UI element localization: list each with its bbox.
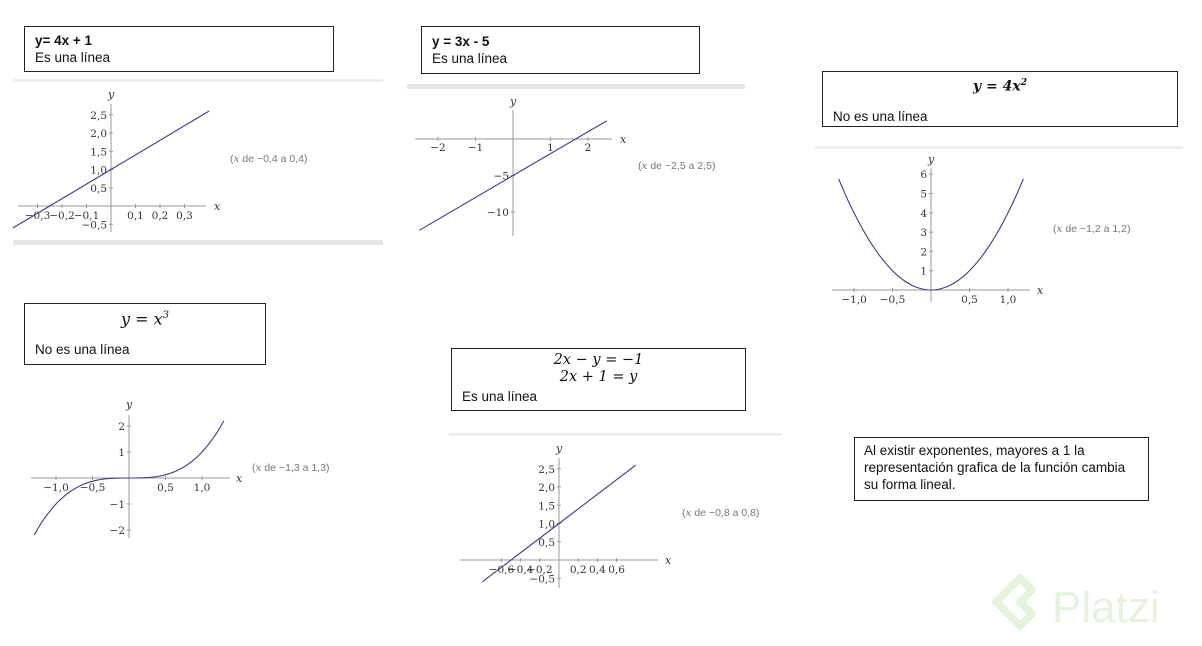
y-tick-label: −1 bbox=[109, 499, 125, 511]
equation-desc: Es una línea bbox=[432, 51, 508, 66]
x-tick-label: −0,1 bbox=[73, 210, 100, 222]
x-tick-label: −1 bbox=[467, 142, 484, 154]
range-label-1: (x de −0,4 a 0,4) bbox=[230, 153, 308, 165]
x-axis-label: x bbox=[1037, 284, 1044, 297]
x-tick-label: 2 bbox=[584, 142, 592, 154]
x-axis-label: x bbox=[236, 472, 243, 485]
y-tick-label: 2,5 bbox=[90, 109, 107, 122]
y-tick-label: 6 bbox=[920, 169, 927, 182]
y-axis-label: y bbox=[928, 153, 935, 166]
x-tick-label: 0,5 bbox=[961, 294, 978, 306]
equation-line-1: 2x − y = −1 bbox=[553, 352, 644, 368]
conclusion-text: Al existir exponentes, mayores a 1 la representación grafica de la función cambia su forma lineal. bbox=[864, 443, 1126, 492]
equation-desc: No es una línea bbox=[833, 108, 928, 124]
x-tick-label: 0,3 bbox=[176, 210, 193, 222]
equation-desc: Es una línea bbox=[462, 389, 538, 404]
equation-title: y = 3x - 5 bbox=[432, 34, 490, 49]
equation-title: $y = 4x^2$ bbox=[973, 78, 1027, 95]
y-axis-label: y bbox=[126, 398, 133, 411]
x-axis-label: x bbox=[665, 554, 672, 567]
y-tick-label: 5 bbox=[920, 188, 927, 201]
y-tick-label: −0,5 bbox=[81, 219, 107, 232]
y-tick-label: 2,5 bbox=[538, 463, 555, 476]
y-tick-label: 1 bbox=[118, 447, 125, 459]
range-label-3: (x de −1,2 a 1,2) bbox=[1053, 223, 1131, 235]
range-label-4: (x de −1,3 a 1,3) bbox=[252, 462, 330, 474]
equation-desc: Es una línea bbox=[35, 50, 111, 65]
y-tick-label: 4 bbox=[920, 207, 927, 220]
x-tick-label: −0,2 bbox=[49, 210, 75, 222]
x-tick-label: −0,4 bbox=[507, 564, 534, 576]
y-tick-label: −2 bbox=[109, 525, 125, 537]
x-tick-label: 0,5 bbox=[157, 482, 174, 494]
x-tick-label: −1,0 bbox=[841, 294, 867, 306]
y-tick-label: 2,0 bbox=[90, 128, 107, 140]
equation-desc: No es una línea bbox=[35, 342, 130, 358]
platzi-logo-icon bbox=[990, 572, 1190, 638]
x-tick-label: −0,2 bbox=[527, 564, 553, 576]
x-tick-label: 0,2 bbox=[151, 210, 169, 222]
x-tick-label: 0,6 bbox=[608, 564, 625, 576]
x-tick-label: −0,5 bbox=[79, 482, 106, 494]
platzi-watermark bbox=[990, 572, 1190, 638]
equation-title: $y = x^3$ bbox=[120, 309, 169, 329]
y-tick-label: −10 bbox=[486, 207, 509, 219]
equation-line-2: 2x + 1 = y bbox=[559, 369, 638, 385]
y-tick-label: 0,5 bbox=[90, 182, 107, 195]
x-tick-label: −0,6 bbox=[488, 564, 515, 576]
y-tick-label: 1,0 bbox=[538, 518, 555, 531]
y-tick-label: 3 bbox=[920, 227, 927, 240]
y-tick-label: −5 bbox=[493, 170, 509, 183]
x-tick-label: 1,0 bbox=[999, 294, 1017, 306]
svg-text:Platzi: Platzi bbox=[1052, 583, 1160, 632]
y-tick-label: 1,5 bbox=[90, 146, 107, 159]
x-tick-label: −0,3 bbox=[24, 210, 51, 222]
y-tick-label: 1,5 bbox=[538, 500, 555, 513]
y-tick-label: 2 bbox=[920, 246, 927, 259]
x-tick-label: 1 bbox=[547, 142, 554, 154]
equation-title: y= 4x + 1 bbox=[35, 33, 93, 48]
x-tick-label: 0,4 bbox=[589, 564, 606, 576]
range-label-2: (x de −2,5 a 2,5) bbox=[638, 160, 716, 172]
y-axis-label: y bbox=[510, 95, 517, 108]
y-tick-label: 0,5 bbox=[538, 536, 555, 549]
y-tick-label: 2,0 bbox=[538, 482, 555, 494]
y-tick-label: 2 bbox=[118, 421, 125, 433]
y-tick-label: 1,0 bbox=[90, 164, 107, 177]
y-tick-label: −0,5 bbox=[529, 573, 555, 586]
x-tick-label: −1,0 bbox=[43, 482, 69, 494]
x-axis-label: x bbox=[620, 133, 627, 146]
y-tick-label: 1 bbox=[920, 265, 927, 278]
x-axis-label: x bbox=[214, 200, 221, 213]
y-axis-label: y bbox=[108, 88, 115, 101]
x-tick-label: 0,2 bbox=[569, 564, 587, 576]
y-axis-label: y bbox=[556, 442, 563, 455]
x-tick-label: 0,1 bbox=[127, 210, 144, 222]
range-label-5: (x de −0,8 a 0,8) bbox=[682, 507, 760, 519]
x-tick-label: −0,5 bbox=[879, 294, 906, 306]
x-tick-label: −2 bbox=[430, 142, 446, 154]
x-tick-label: 1,0 bbox=[193, 482, 211, 494]
